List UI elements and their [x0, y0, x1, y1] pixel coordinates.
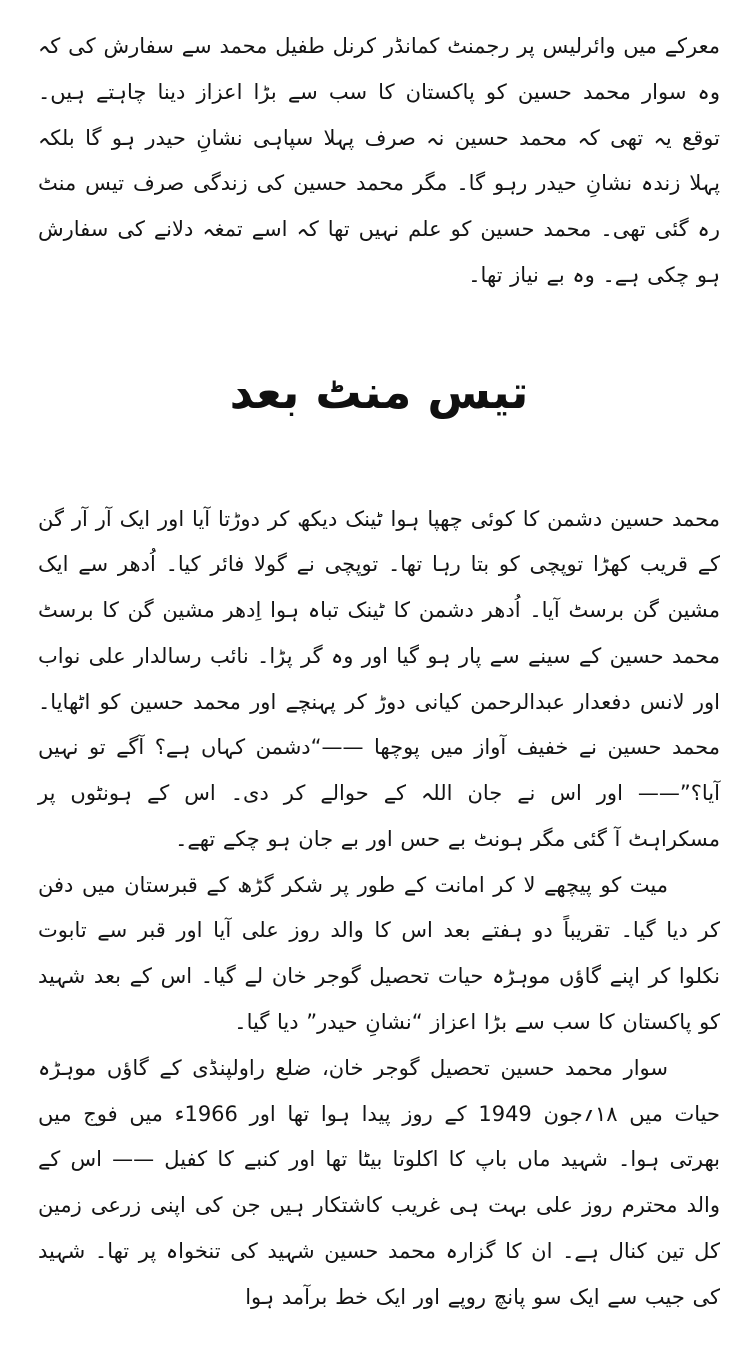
body-paragraph: میت کو پیچھے لا کر امانت کے طور پر شکر گڑھ کے قبرستان میں دفن کر دیا گیا۔ تقریباً دو ہفتے بعد اس کا والد روز علی آیا اور قبر سے تابوت نکلوا کر اپنے گاؤں موہڑہ حیات تحصیل گوجر خان لے گیا۔ اس کے بعد شہید کو پاکستان کا سب سے بڑا اعزاز “نشانِ حیدر” دیا گیا۔	[38, 872, 720, 1035]
body-paragraph: سوار محمد حسین تحصیل گوجر خان، ضلع راولپنڈی کے گاؤں موہڑہ حیات میں ۱۸؍جون 1949 کے روز پیدا ہوا تھا اور 1966ء میں فوج میں بھرتی ہوا۔ شہید ماں باپ کا اکلوتا بیٹا تھا اور کنبے کا کفیل —— اس کے والد محترم روز علی بہت ہی غریب کاشتکار ہیں جن کی اپنی زرعی زمین کل تین کنال ہے۔ ان کا گزارہ محمد حسین شہید کی تنخواہ پر تھا۔ شہید کی جیب سے ایک سو پانچ روپے اور ایک خط برآمد ہوا	[38, 1055, 720, 1309]
body-text-block	[38, 497, 720, 1321]
opening-paragraph: معرکے میں وائرلیس پر رجمنٹ کمانڈر کرنل طفیل محمد سے سفارش کی کہ وہ سوار محمد حسین کو پاکستان کا سب سے بڑا اعزاز دینا چاہتے ہیں۔ توقع یہ تھی کہ محمد حسین نہ صرف پہلا سپاہی نشانِ حیدر ہو گا بلکہ پہلا زندہ نشانِ حیدر رہو گا۔ مگر محمد حسین کی زندگی صرف تیس منٹ رہ گئی تھی۔ محمد حسین کو علم نہیں تھا کہ اسے تمغہ دلانے کی سفارش ہو چکی ہے۔ وہ بے نیاز تھا۔	[38, 34, 720, 287]
body-paragraph: محمد حسین دشمن کا کوئی چھپا ہوا ٹینک دیکھ کر دوڑتا آیا اور ایک آر آر گن کے قریب کھڑا توپچی کو بتا رہا تھا۔ توپچی نے گولا فائر کیا۔ اُدھر سے ایک مشین گن برسٹ آیا۔ اُدھر دشمن کا ٹینک تباہ ہوا اِدھر مشین گن کا برسٹ محمد حسین کے سینے سے پار ہو گیا اور وہ گر پڑا۔ نائب رسالدار علی نواب اور لانس دفعدار عبدالرحمن کیانی دوڑ کر پہنچے اور محمد حسین کو اٹھایا۔ محمد حسین نے خفیف آواز میں پوچھا ——“دشمن کہاں ہے؟ آگے تو نہیں آیا؟”—— اور اس نے جان اللہ کے حوالے کر دی۔ اس کے ہونٹوں پر مسکراہٹ آ گئی مگر ہونٹ بے حس اور بے جان ہو چکے تھے۔	[38, 506, 720, 851]
section-heading: تیس منٹ بعد	[229, 364, 529, 419]
